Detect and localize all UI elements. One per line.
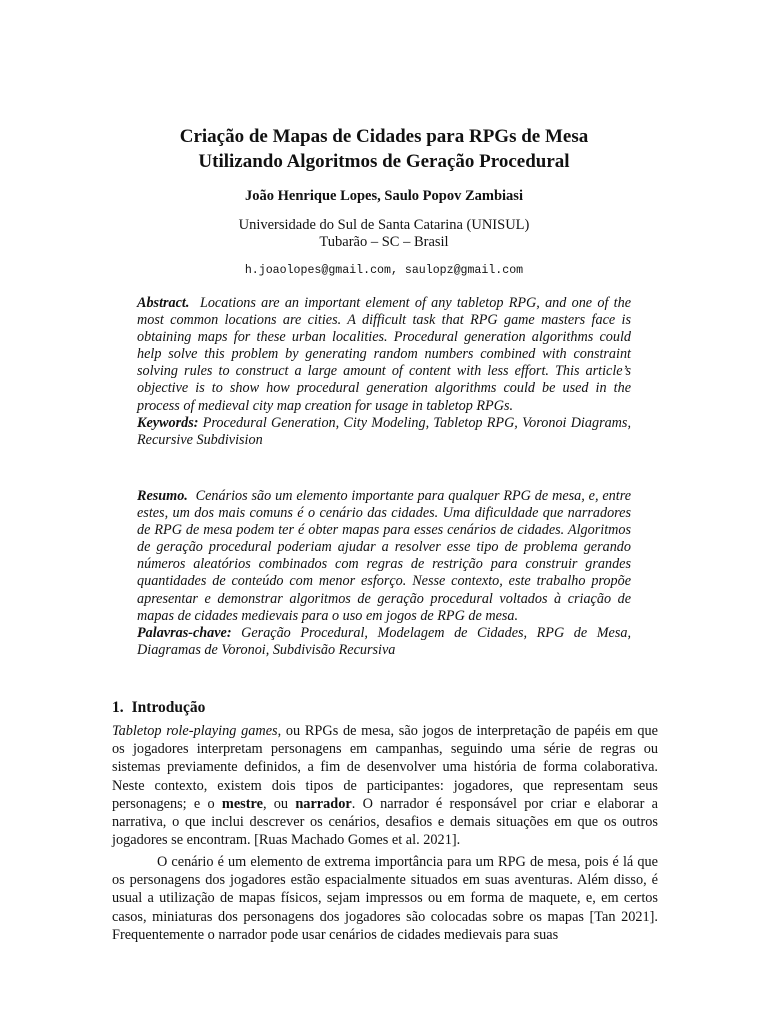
- paper-title: [0, 124, 768, 174]
- paragraph-1: [112, 722, 658, 849]
- resumo-text: Cenários são um elemento importante para qualquer RPG de mesa, e, entre estes, um dos mais comuns é o cenário das cidades. Uma dificuldade que narradores de RPG de mesa podem ter é obter mapas para esses cenários de cidades. Algoritmos de geração procedural poderiam ajudar a resolver esse tipo de problema gerando números aleatórios combinados com regras de restrição para construir grandes quantidades de conteúdo com menor esforço. Nesse contexto, este trabalho propõe apresentar e demonstrar algoritmos de geração procedural voltados à criação de mapas de cidades medievais para o uso em jogos de RPG de mesa.: [137, 488, 631, 624]
- abstract: [137, 295, 631, 449]
- affiliation-line-1: Universidade do Sul de Santa Catarina (UNISUL): [238, 217, 530, 233]
- term-narrador: narrador: [295, 795, 352, 812]
- abstract-keywords: [137, 415, 631, 449]
- resumo-body: [137, 488, 631, 625]
- resumo: [137, 488, 631, 659]
- paragraph-1-text-a: , ou RPGs de mesa, são jogos de interpretação de papéis em que os jogadores interpretam personagens em campanhas, seguindo uma série de regras ou sistemas previamente definidos, a fim de desenvolver uma história de forma colaborativa. Neste contexto, existem dois tipos de participantes: jogadores, que representam seus personagens; e o: [112, 723, 658, 812]
- affiliation-line-2: Tubarão – SC – Brasil: [319, 234, 449, 250]
- section-title: Introdução: [131, 699, 206, 716]
- resumo-label: Resumo.: [137, 488, 188, 504]
- keywords-text: Procedural Generation, City Modeling, Tabletop RPG, Voronoi Diagrams, Recursive Subdivision: [137, 414, 631, 448]
- abstract-label: Abstract.: [137, 295, 190, 311]
- paragraph-2: O cenário é um elemento de extrema importância para um RPG de mesa, pois é lá que os personagens dos jogadores estão espacialmente situados em suas aventuras. Além disso, é usual a utilização de mapas físicos, sejam impressos ou em forma de maquete, e, em certos casos, miniaturas dos personagens dos jogadores são colocadas sobre os mapas [Tan 2021]. Frequentemente o narrador pode usar cenários de cidades medievais para suas: [112, 854, 658, 943]
- paragraph-1-text-c: . O narrador é responsável por criar e elaborar a narrativa, o que inclui descrever os cenários, desafios e demais situações em que os outros jogadores se encontram. [Ruas Machado Gomes et al. 2021].: [112, 795, 658, 849]
- title-line-1: Criação de Mapas de Cidades para RPGs de Mesa: [179, 126, 589, 147]
- abstract-text: Locations are an important element of any tabletop RPG, and one of the most common locations are cities. A difficult task that RPG game masters face is obtaining maps for these urban localities. Procedural generation algorithms could help solve this problem by generating random numbers combined with constraint solving rules to construct a large amount of content with less effort. This article’s objective is to show how procedural generation algorithms could be used in the process of medieval city map creation for usage in tabletop RPGs.: [137, 295, 631, 414]
- authors: João Henrique Lopes, Saulo Popov Zambiasi: [245, 188, 523, 204]
- resumo-keywords: [137, 625, 631, 659]
- author-emails: h.joaolopes@gmail.com, saulopz@gmail.com: [244, 264, 524, 277]
- abstract-body: [137, 295, 631, 415]
- keywords-label: Keywords:: [137, 414, 199, 431]
- affiliation: [0, 217, 768, 251]
- palavras-chave-text: Geração Procedural, Modelagem de Cidades, RPG de Mesa, Diagramas de Voronoi, Subdivisão Recursiva: [137, 624, 631, 658]
- paragraph-1-term: Tabletop role-playing games: [112, 723, 278, 739]
- section-heading-introducao: [112, 698, 205, 717]
- section-number: 1.: [112, 699, 124, 716]
- palavras-chave-label: Palavras-chave:: [137, 624, 232, 641]
- paragraph-1-text-b: , ou: [262, 795, 296, 812]
- term-mestre: mestre: [221, 795, 263, 812]
- title-line-2: Utilizando Algoritmos de Geração Procedural: [198, 151, 570, 172]
